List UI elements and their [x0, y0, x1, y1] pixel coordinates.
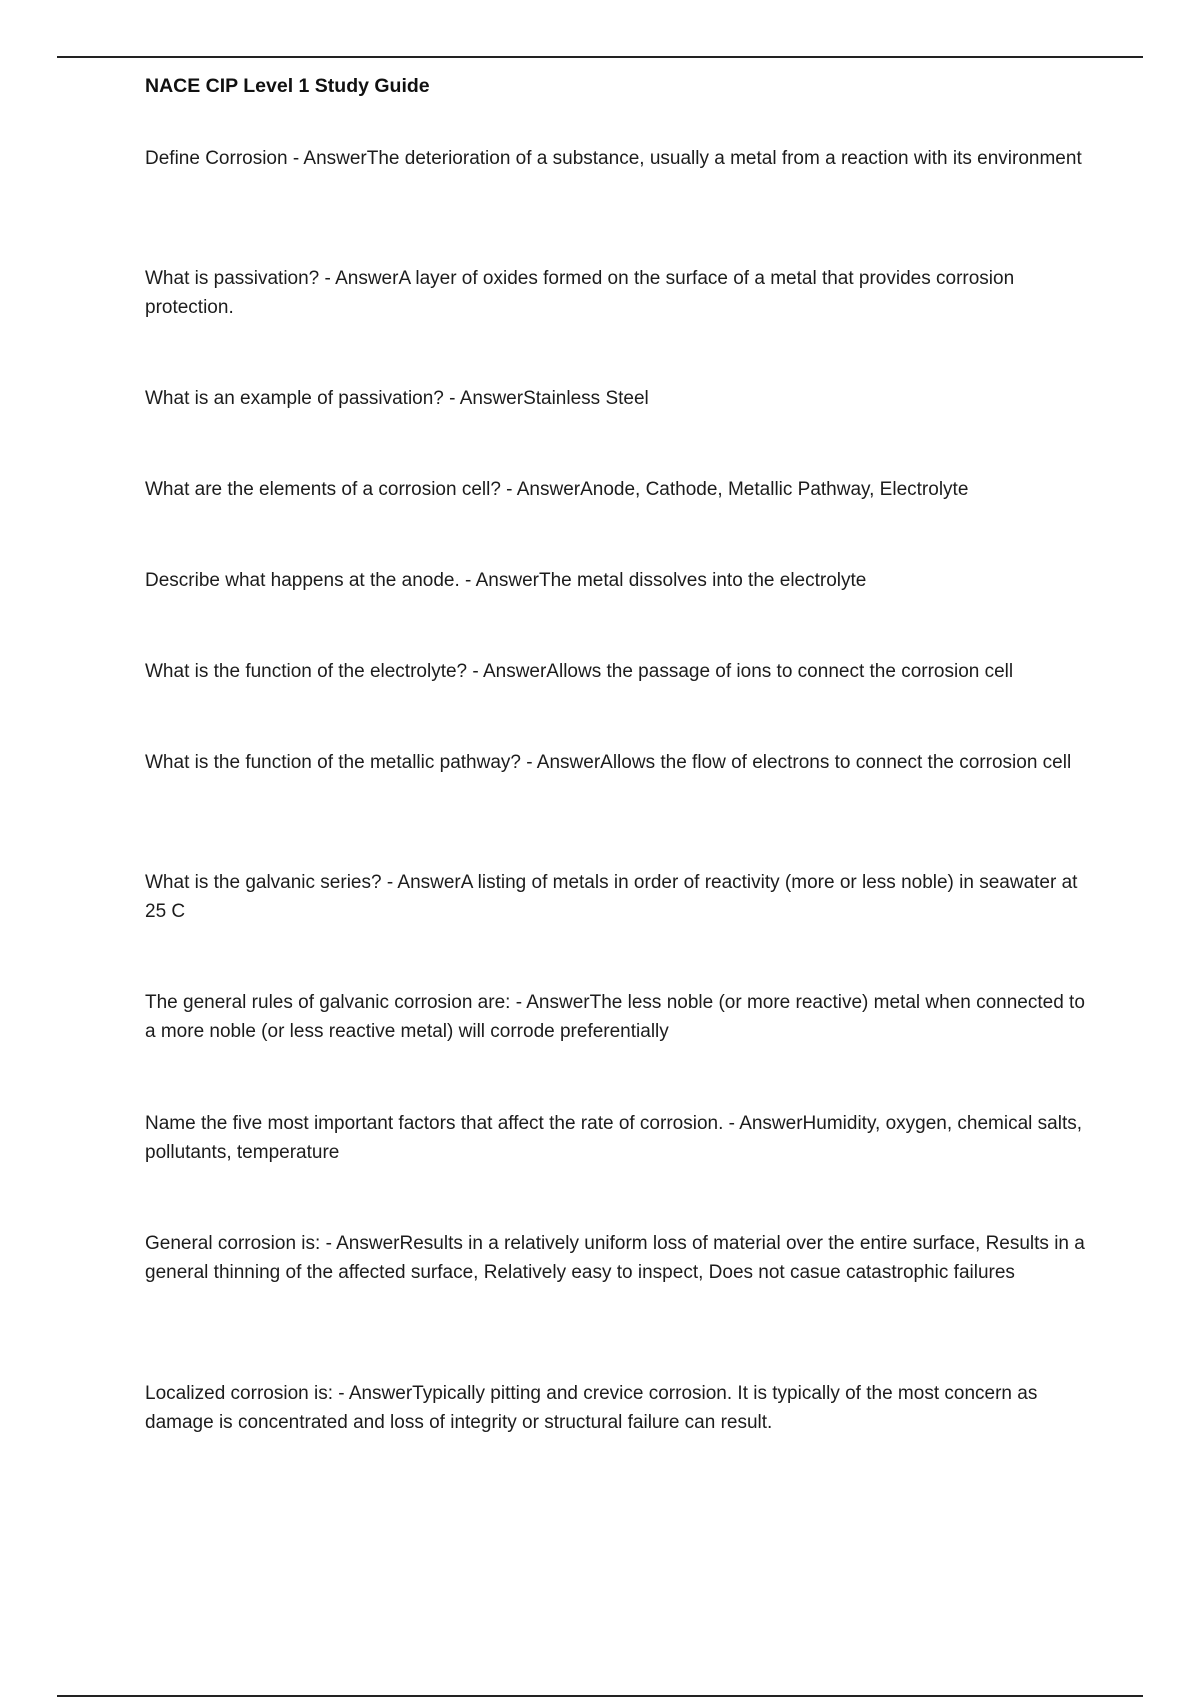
page-title: NACE CIP Level 1 Study Guide: [145, 75, 430, 97]
qa-entry-galvanic-series: What is the galvanic series? - AnswerA listing of metals in order of reactivity (more or less noble) in seawater at 25 C: [145, 872, 1078, 922]
qa-entry-passivation-example: What is an example of passivation? - AnswerStainless Steel: [145, 388, 649, 409]
qa-entry-define-corrosion: Define Corrosion - AnswerThe deterioration of a substance, usually a metal from a reaction with its environment: [145, 148, 1082, 169]
qa-entry-corrosion-cell-elements: What are the elements of a corrosion cell? - AnswerAnode, Cathode, Metallic Pathway, Electrolyte: [145, 479, 969, 500]
qa-entry-corrosion-rate-factors: Name the five most important factors that affect the rate of corrosion. - AnswerHumidity, oxygen, chemical salts, pollutants, temperature: [145, 1113, 1083, 1163]
qa-entry-localized-corrosion: Localized corrosion is: - AnswerTypically pitting and crevice corrosion. It is typically of the most concern as damage is concentrated and loss of integrity or structural failure can result.: [145, 1383, 1038, 1433]
bottom-divider: [57, 1695, 1143, 1697]
qa-entry-anode: Describe what happens at the anode. - AnswerThe metal dissolves into the electrolyte: [145, 570, 867, 591]
qa-entry-galvanic-corrosion-rules: The general rules of galvanic corrosion are: - AnswerThe less noble (or more reactive) metal when connected to a more noble (or less reactive metal) will corrode preferentially: [145, 992, 1085, 1042]
top-divider: [57, 56, 1143, 58]
qa-entry-general-corrosion: General corrosion is: - AnswerResults in a relatively uniform loss of material over the entire surface, Results in a general thinning of the affected surface, Relatively easy to inspect, Does not casue catastrophic failures: [145, 1233, 1085, 1283]
qa-entry-passivation: What is passivation? - AnswerA layer of oxides formed on the surface of a metal that provides corrosion protection.: [145, 268, 1015, 318]
qa-entry-electrolyte-function: What is the function of the electrolyte? - AnswerAllows the passage of ions to connect the corrosion cell: [145, 661, 1014, 682]
qa-entry-metallic-pathway-function: What is the function of the metallic pathway? - AnswerAllows the flow of electrons to connect the corrosion cell: [145, 752, 1072, 773]
